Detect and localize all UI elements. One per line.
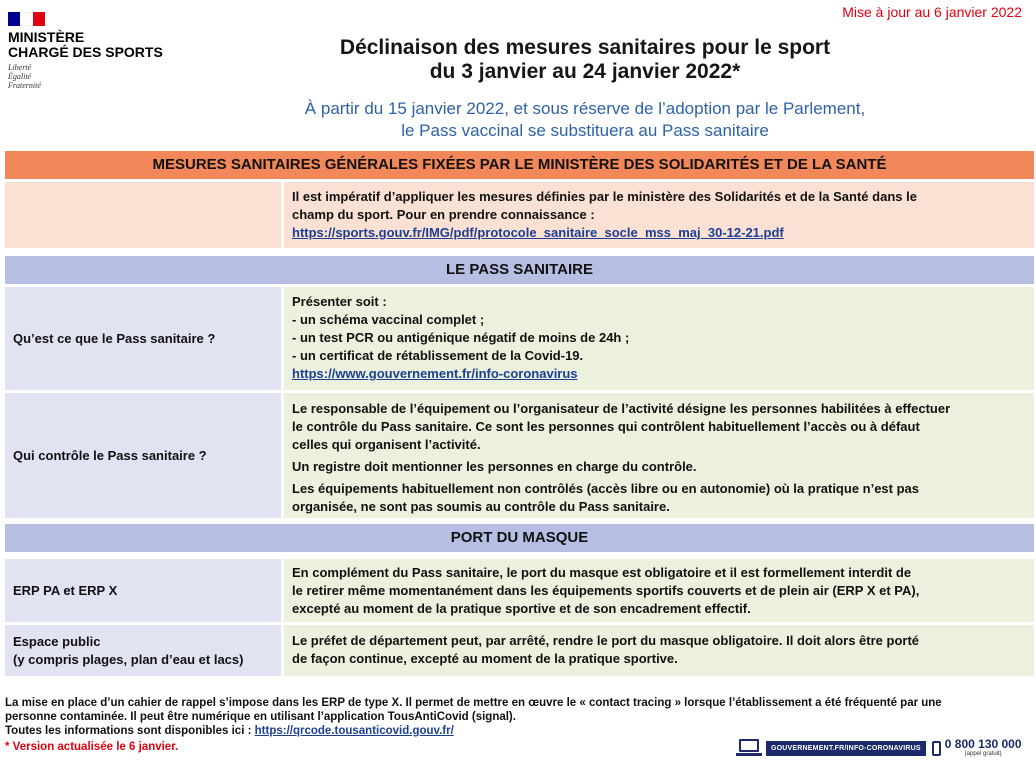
mask-erp-line: excepté au moment de la pratique sportive et de son encadrement effectif. bbox=[292, 601, 751, 616]
general-text-line1: Il est impératif d’appliquer les mesures définies par le ministère des Solidarités et de la Santé dans le bbox=[292, 189, 917, 204]
ministry-name-line1: MINISTÈRE bbox=[8, 29, 85, 45]
mask-public-label-line2: (y compris plages, plan d’eau et lacs) bbox=[13, 651, 244, 667]
info-contact-bar bbox=[736, 738, 1022, 758]
mask-heading: PORT DU MASQUE bbox=[5, 524, 1034, 552]
protocol-pdf-link[interactable]: https://sports.gouv.fr/IMG/pdf/protocole_sanitaire_socle_mss_maj_30-12-21.pdf bbox=[292, 225, 784, 240]
motto-fraternite: Fraternité bbox=[8, 81, 41, 90]
page-subtitle-line1: À partir du 15 janvier 2022, et sous réserve de l’adoption par le Parlement, bbox=[304, 99, 866, 118]
pass-who-line: Le responsable de l’équipement ou l’organisateur de l’activité désigne les personnes habilitées à effectuer bbox=[292, 401, 951, 416]
update-date-note: Mise à jour au 6 janvier 2022 bbox=[842, 4, 1022, 20]
mask-public-line: de façon continue, excepté au moment de la pratique sportive. bbox=[292, 651, 678, 666]
pass-who-label: Qui contrôle le Pass sanitaire ? bbox=[5, 393, 281, 518]
pass-who-text bbox=[284, 393, 1034, 518]
pass-what-line: - un test PCR ou antigénique négatif de moins de 24h ; bbox=[292, 330, 630, 345]
phone-icon bbox=[932, 741, 941, 756]
footer-version-note: * Version actualisée le 6 janvier. bbox=[5, 741, 179, 753]
pass-sanitaire-heading: LE PASS SANITAIRE bbox=[5, 256, 1034, 284]
pass-who-line: Les équipements habituellement non contrôlés (accès libre ou en autonomie) où la pratique n’est pas bbox=[292, 481, 920, 496]
mask-erp-label: ERP PA et ERP X bbox=[5, 559, 281, 622]
laptop-icon bbox=[736, 739, 762, 757]
mask-public-row bbox=[5, 625, 1034, 676]
general-measures-empty-cell bbox=[5, 182, 281, 248]
info-coronavirus-link[interactable]: https://www.gouvernement.fr/info-coronavirus bbox=[292, 366, 578, 381]
pass-what-line: - un schéma vaccinal complet ; bbox=[292, 312, 485, 327]
ministry-logo bbox=[8, 12, 178, 90]
pass-who-line: celles qui organisent l’activité. bbox=[292, 437, 481, 452]
page-subtitle bbox=[200, 98, 970, 142]
footer-line1: La mise en place d’un cahier de rappel s’impose dans les ERP de type X. Il permet de mettre en œuvre le « contact tracing » lorsque l’établissement a été fréquenté par une bbox=[5, 697, 942, 709]
mask-erp-text bbox=[284, 559, 1034, 622]
motto-liberte: Liberté bbox=[8, 63, 32, 72]
general-measures-row bbox=[5, 182, 1034, 248]
page-title bbox=[230, 36, 940, 84]
hotline-free-note: (appel gratuit) bbox=[964, 751, 1002, 757]
general-text-line2: champ du sport. Pour en prendre connaissance : bbox=[292, 207, 595, 222]
footer-line3 bbox=[5, 724, 1005, 738]
mask-public-line: Le préfet de département peut, par arrêté, rendre le port du masque obligatoire. Il doit alors être porté bbox=[292, 633, 920, 648]
pass-who-line: Un registre doit mentionner les personnes en charge du contrôle. bbox=[292, 459, 697, 474]
general-measures-text bbox=[284, 182, 1034, 248]
pass-what-line: - un certificat de rétablissement de la Covid-19. bbox=[292, 348, 584, 363]
gov-info-url[interactable]: GOUVERNEMENT.FR/INFO-CORONAVIRUS bbox=[766, 741, 926, 756]
hotline-number bbox=[945, 738, 1022, 758]
pass-who-line: organisée, ne sont pas soumis au contrôle du Pass sanitaire. bbox=[292, 499, 670, 514]
page-subtitle-line2: le Pass vaccinal se substituera au Pass sanitaire bbox=[401, 121, 769, 140]
french-flag-icon bbox=[8, 12, 45, 26]
pass-what-text bbox=[284, 287, 1034, 390]
footer-line3-prefix: Toutes les informations sont disponibles ici : bbox=[5, 725, 252, 737]
page-title-line2: du 3 janvier au 24 janvier 2022* bbox=[429, 60, 741, 83]
pass-what-label: Qu’est ce que le Pass sanitaire ? bbox=[5, 287, 281, 390]
mask-public-text bbox=[284, 625, 1034, 676]
mask-erp-line: En complément du Pass sanitaire, le port du masque est obligatoire et il est formellement interdit de bbox=[292, 565, 912, 580]
page-title-line1: Déclinaison des mesures sanitaires pour le sport bbox=[339, 36, 831, 59]
footer-line2: personne contaminée. Il peut être numérique en utilisant l’application TousAntiCovid (signal). bbox=[5, 711, 516, 723]
pass-who-row bbox=[5, 393, 1034, 518]
ministry-name-line2: CHARGÉ DES SPORTS bbox=[8, 44, 163, 60]
mask-public-label-line1: Espace public bbox=[13, 633, 101, 649]
pass-who-line: le contrôle du Pass sanitaire. Ce sont les personnes qui contrôlent habituellement l’accès ou à défaut bbox=[292, 419, 920, 434]
mask-erp-row bbox=[5, 559, 1034, 622]
mask-public-label bbox=[5, 625, 281, 676]
hotline-phone: 0 800 130 000 bbox=[944, 737, 1022, 751]
tousanticovid-link[interactable]: https://qrcode.tousanticovid.gouv.fr/ bbox=[254, 725, 454, 737]
pass-what-row bbox=[5, 287, 1034, 390]
motto bbox=[8, 63, 178, 90]
pass-what-line: Présenter soit : bbox=[292, 294, 387, 309]
mask-erp-line: le retirer même momentanément dans les équipements sportifs couverts et de plein air (ERP X et PA), bbox=[292, 583, 920, 598]
motto-egalite: Égalité bbox=[8, 72, 32, 81]
general-measures-heading: MESURES SANITAIRES GÉNÉRALES FIXÉES PAR LE MINISTÈRE DES SOLIDARITÉS ET DE LA SANTÉ bbox=[5, 151, 1034, 179]
